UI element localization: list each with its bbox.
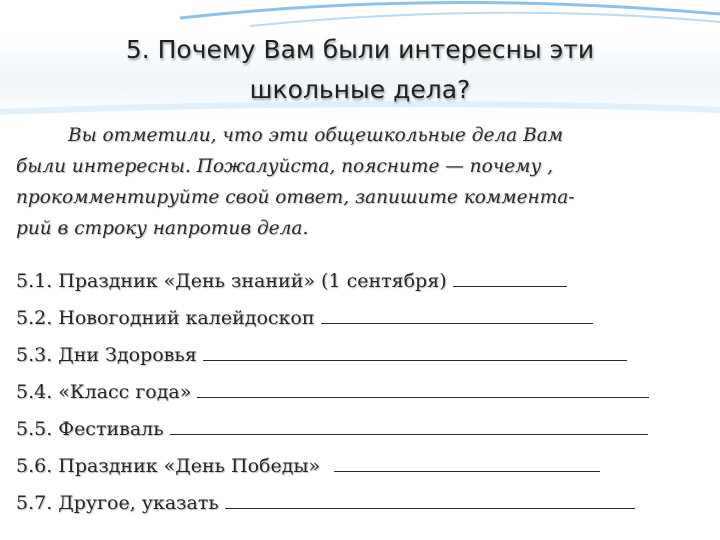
item-label: 5.2. Новогодний калейдоскоп [16,307,315,329]
answer-line[interactable] [334,453,600,472]
item-label: 5.6. Праздник «День Победы» [16,455,321,477]
answer-line[interactable] [203,342,627,361]
intro-line-2: были интересны. Пожалуйста, поясните — почему , [16,156,553,177]
item-label: 5.3. Дни Здоровья [16,344,197,366]
instructions-text [16,120,706,244]
activity-list [16,268,706,527]
answer-line[interactable] [225,490,635,509]
answer-line[interactable] [197,379,649,398]
list-item [16,490,706,527]
intro-line-4: рий в строку напротив дела. [16,218,309,239]
title-line-2: школьные дела? [249,75,471,104]
item-label: 5.4. «Класс года» [16,381,192,403]
list-item [16,416,706,453]
item-label: 5.5. Фестиваль [16,418,164,440]
item-label: 5.7. Другое, указать [16,492,219,514]
answer-line[interactable] [453,268,567,287]
intro-line-1: Вы отметили, что эти общешкольные дела Вам [68,125,564,146]
list-item [16,453,706,490]
slide-title [60,30,660,110]
list-item [16,268,706,305]
list-item [16,379,706,416]
answer-line[interactable] [321,305,593,324]
title-line-1: 5. Почему Вам были интересны эти [125,35,595,64]
list-item [16,342,706,379]
list-item [16,305,706,342]
answer-line[interactable] [170,416,648,435]
item-label: 5.1. Праздник «День знаний» (1 сентября) [16,270,447,292]
intro-line-3: прокомментируйте свой ответ, запишите коммента- [16,187,575,208]
